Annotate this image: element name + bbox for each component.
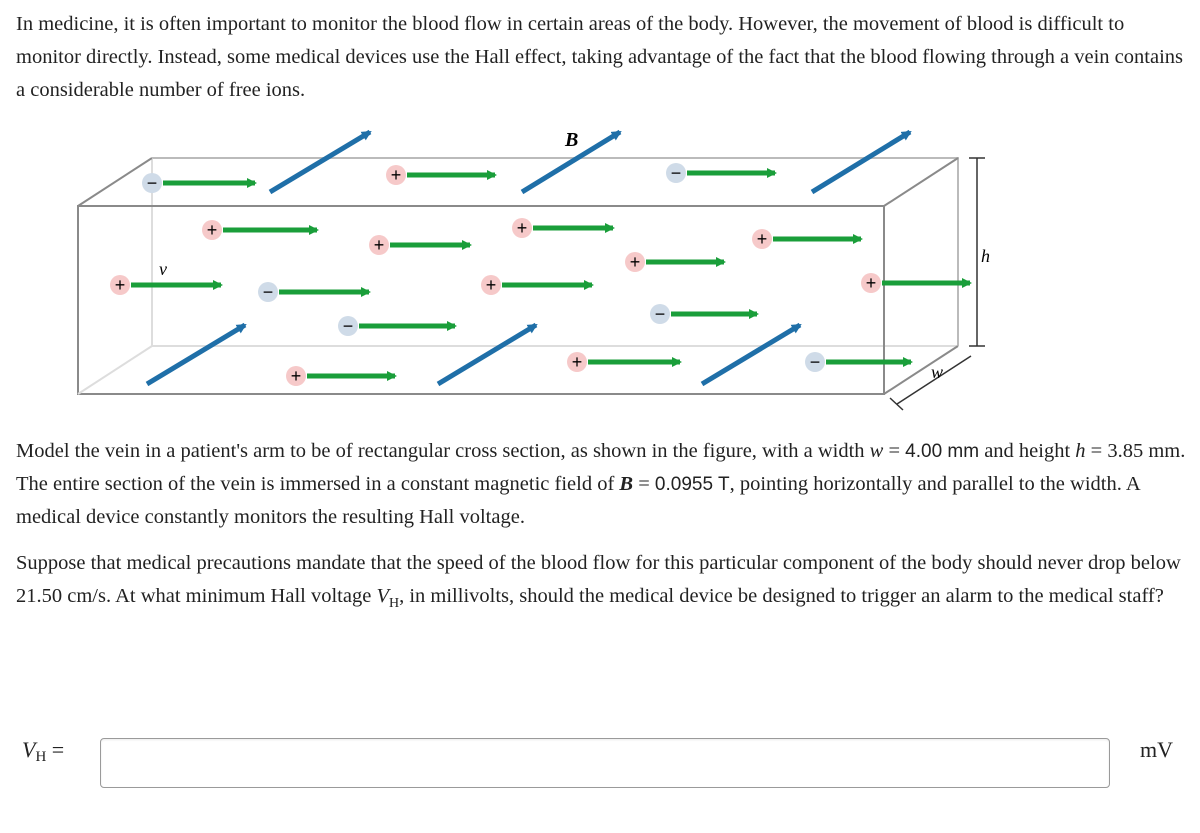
- svg-text:−: −: [654, 304, 666, 324]
- plus-ion: [512, 218, 532, 238]
- svg-text:−: −: [670, 163, 682, 183]
- svg-text:+: +: [756, 229, 768, 249]
- svg-text:+: +: [290, 366, 302, 386]
- svg-text:+: +: [485, 275, 497, 295]
- plus-ion: [202, 220, 222, 240]
- answer-row: [0, 735, 1200, 795]
- svg-text:−: −: [262, 282, 274, 302]
- minus-ion: [338, 316, 358, 336]
- minus-ion: [805, 352, 825, 372]
- minus-ion: [666, 163, 686, 183]
- ions: [110, 163, 881, 386]
- label-v: v: [159, 259, 167, 279]
- svg-text:+: +: [629, 252, 641, 272]
- plus-ion: [625, 252, 645, 272]
- field-arrow: [812, 132, 910, 192]
- field-arrow: [147, 325, 245, 384]
- svg-text:+: +: [373, 235, 385, 255]
- svg-text:+: +: [516, 218, 528, 238]
- plus-ion: [481, 275, 501, 295]
- vein-box: [78, 158, 958, 394]
- label-B: B: [565, 129, 579, 151]
- field-arrow: [438, 325, 536, 384]
- field-arrow: [270, 132, 370, 192]
- svg-text:+: +: [571, 352, 583, 372]
- svg-text:+: +: [390, 165, 402, 185]
- intro-paragraph: In medicine, it is often important to monitor the blood flow in certain areas of the body. However, the movement of blood is difficult to monitor directly. Instead, some medical devices use the Hall effect, taking advantage of the fact that the blood flowing through a vein contains a considerable number of free ions.: [16, 13, 1183, 101]
- minus-ion: [142, 173, 162, 193]
- answer-label: $V_H$ =: [22, 737, 65, 765]
- svg-text:+: +: [865, 273, 877, 293]
- svg-text:+: +: [114, 275, 126, 295]
- label-h: h: [981, 246, 990, 266]
- plus-ion: [386, 165, 406, 185]
- hall-effect-vein-figure: [55, 122, 1015, 412]
- question-paragraph: Suppose that medical precautions mandate that the speed of the blood flow for this particular component of the body should never drop below 21.50 cm/s. At what minimum Hall voltage $V_H$, in millivolts, should the medical device be designed to trigger an alarm to the medical staff?: [16, 552, 1181, 612]
- plus-ion: [110, 275, 130, 295]
- model-paragraph: Model the vein in a patient's arm to be of rectangular cross section, as shown in the figure, with a width w = 4.00 mm and height h = 3.85 mm. The entire section of the vein is immersed in a constant magnetic field of B = 0.0955 T, pointing horizontally and parallel to the width. A medical device constantly monitors the resulting Hall voltage.: [16, 440, 1186, 528]
- unit-label: mV: [1140, 737, 1173, 762]
- plus-ion: [567, 352, 587, 372]
- svg-text:−: −: [809, 352, 821, 372]
- plus-ion: [752, 229, 772, 249]
- minus-ion: [258, 282, 278, 302]
- hall-voltage-input[interactable]: [100, 738, 1110, 788]
- plus-ion: [286, 366, 306, 386]
- svg-text:+: +: [206, 220, 218, 240]
- label-w: w: [931, 362, 944, 382]
- field-arrow: [702, 325, 800, 384]
- svg-text:−: −: [146, 173, 158, 193]
- plus-ion: [861, 273, 881, 293]
- plus-ion: [369, 235, 389, 255]
- minus-ion: [650, 304, 670, 324]
- svg-text:−: −: [342, 316, 354, 336]
